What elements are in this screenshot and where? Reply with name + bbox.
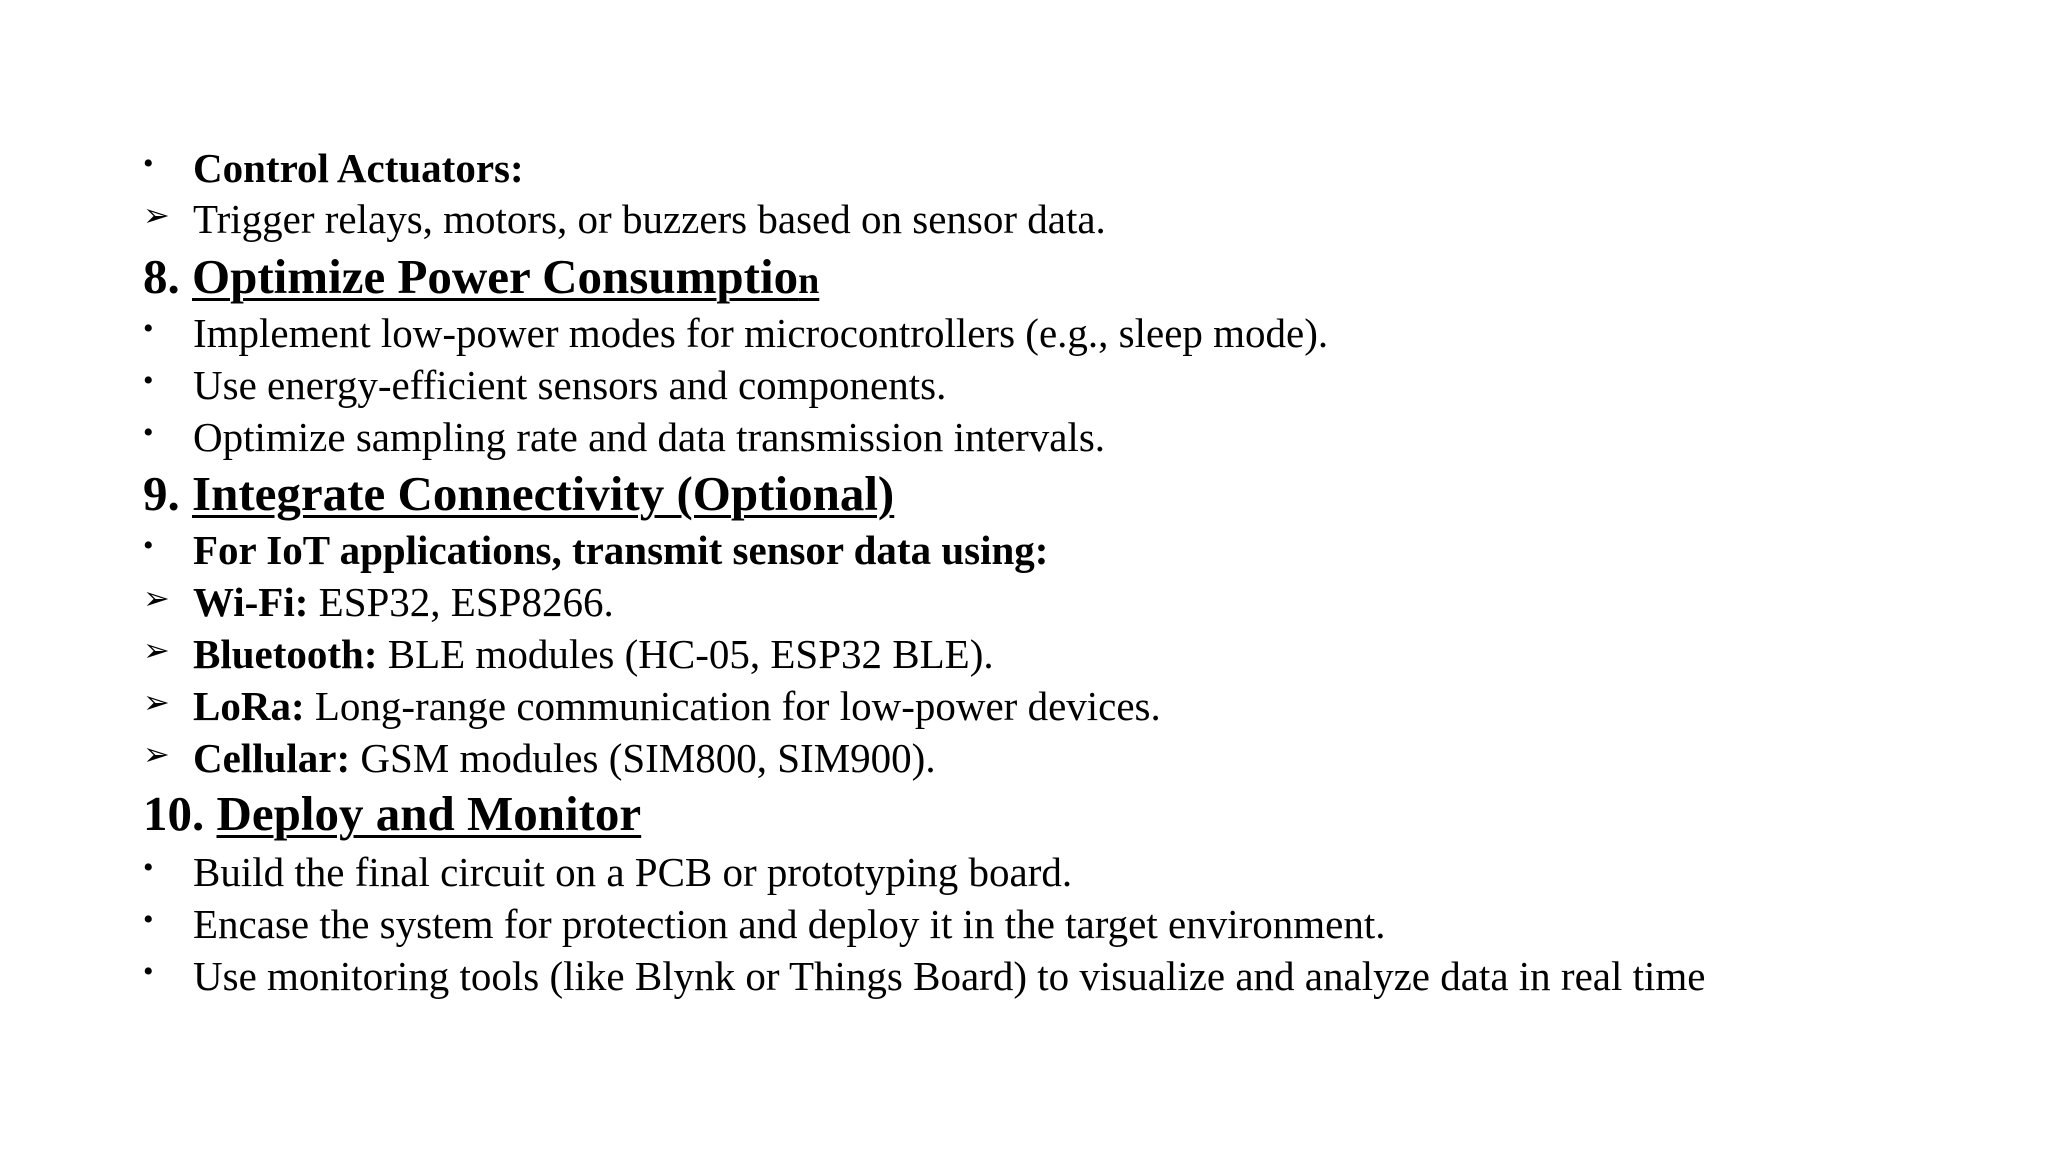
section-10-heading [143,784,641,844]
section-number: 9. [143,466,180,521]
section-title: Deploy and Monitor [216,786,642,841]
item-text: Use energy-efficient sensors and components. [193,362,947,408]
item-text: Encase the system for protection and deploy it in the target environment. [193,901,1386,947]
bullet-icon: • [143,955,154,988]
bullet-label: Control Actuators: [193,145,524,191]
item-text: GSM modules (SIM800, SIM900). [350,735,936,781]
section-8-heading [143,247,819,311]
section-title: Optimize Power Consumption [192,249,820,304]
section-number: 8. [143,249,180,304]
bullet-icon: • [143,364,154,397]
arrow-icon: ➢ [143,684,170,720]
item-text: Optimize sampling rate and data transmission intervals. [193,414,1106,460]
item-text: Long-range communication for low-power devices. [304,683,1161,729]
bullet-icon: • [143,416,154,449]
item-text: Build the final circuit on a PCB or prototyping board. [193,849,1073,895]
item-label: Wi-Fi: [193,579,309,625]
bullet-icon: • [143,529,154,562]
item-text: Use monitoring tools (like Blynk or Things Board) to visualize and analyze data in real time [193,953,1706,999]
arrow-icon: ➢ [143,632,170,668]
bullet-icon: • [143,903,154,936]
section-9-heading [143,464,894,524]
section-number: 10. [143,786,205,841]
bullet-icon: • [143,312,154,345]
arrow-icon: ➢ [143,736,170,772]
bullet-icon: • [143,851,154,884]
item-text: For IoT applications, transmit sensor data using: [193,527,1049,573]
section-title: Integrate Connectivity (Optional) [192,466,895,521]
item-text: BLE modules (HC-05, ESP32 BLE). [377,631,994,677]
arrow-icon: ➢ [143,580,170,616]
item-text: Trigger relays, motors, or buzzers based on sensor data. [193,196,1106,242]
arrow-icon: ➢ [143,197,170,233]
bullet-icon: • [143,147,154,180]
item-label: LoRa: [193,683,305,729]
item-label: Cellular: [193,735,351,781]
item-text: ESP32, ESP8266. [308,579,614,625]
item-label: Bluetooth: [193,631,378,677]
item-text: Implement low-power modes for microcontrollers (e.g., sleep mode). [193,310,1329,356]
